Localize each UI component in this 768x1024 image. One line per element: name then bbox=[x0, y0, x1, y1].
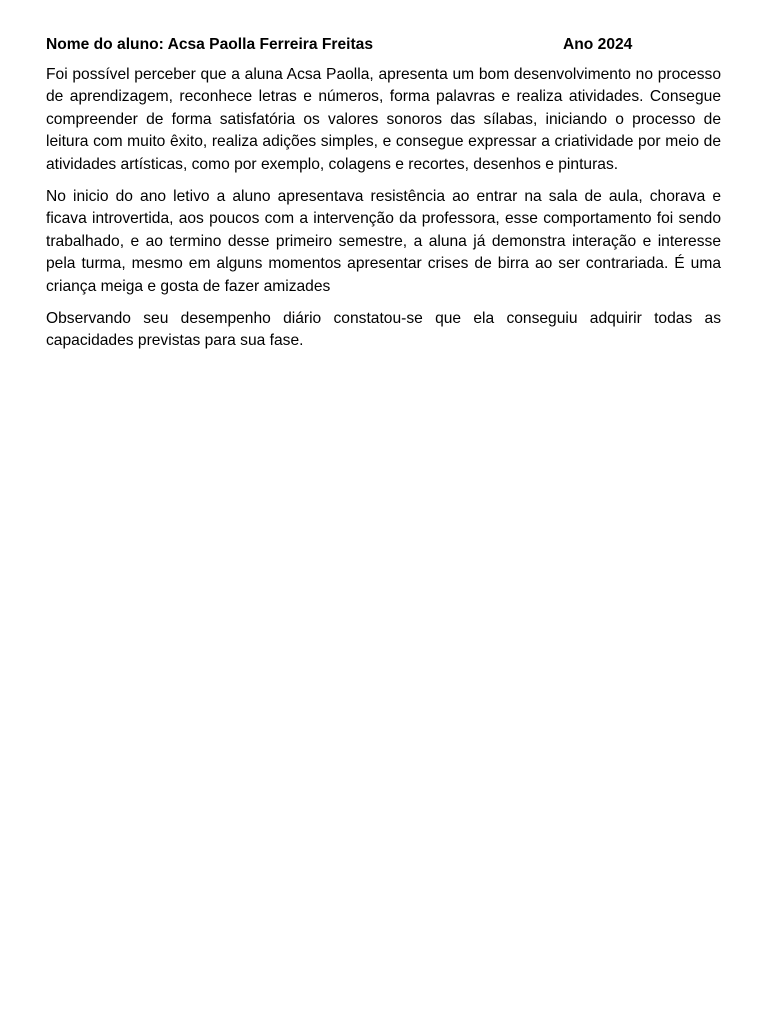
student-name-heading: Nome do aluno: Acsa Paolla Ferreira Freitas bbox=[46, 36, 373, 53]
paragraph-conclusion: Observando seu desempenho diário constatou-se que ela conseguiu adquirir todas as capacidades previstas para sua fase. bbox=[46, 310, 721, 350]
paragraph-development: Foi possível perceber que a aluna Acsa Paolla, apresenta um bom desenvolvimento no processo de aprendizagem, reconhece letras e números, forma palavras e realiza atividades. Consegue compreender de forma satisfatória os valores sonoros das sílabas, iniciando o processo de leitura com muito êxito, realiza adições simples, e consegue expressar a criatividade por meio de atividades artísticas, como por exemplo, colagens e recortes, desenhos e pinturas. bbox=[46, 66, 721, 173]
document-body bbox=[46, 34, 721, 363]
paragraph-behavior: No inicio do ano letivo a aluno apresentava resistência ao entrar na sala de aula, chorava e ficava introvertida, aos poucos com a intervenção da professora, esse comportamento foi sendo trabalhado, e ao termino desse primeiro semestre, a aluna já demonstra interação e interesse pela turma, mesmo em alguns momentos apresentar crises de birra ao ser contrariada. É uma criança meiga e gosta de fazer amizades bbox=[46, 188, 721, 295]
year-heading: Ano 2024 bbox=[563, 36, 633, 53]
document-header bbox=[46, 34, 721, 56]
